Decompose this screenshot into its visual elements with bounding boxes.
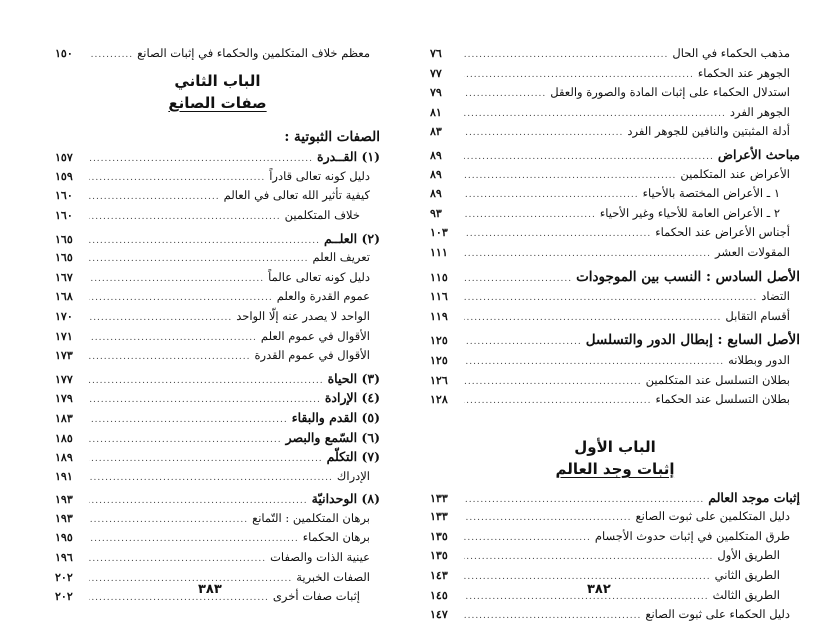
toc-entry[interactable] <box>55 206 380 226</box>
dot-leader <box>464 148 714 168</box>
entry-title: الأقوال في عموم العلم <box>260 328 370 343</box>
toc-entry[interactable] <box>430 268 800 288</box>
entry-page: ٨٩ <box>430 148 442 162</box>
entry-page: ١١١ <box>430 245 448 259</box>
entry-page: ١٨٥ <box>55 431 73 445</box>
dot-leader <box>89 46 133 66</box>
dot-leader <box>464 270 572 290</box>
entry-title: الإدراك <box>336 468 370 483</box>
entry-page: ١٧٣ <box>55 349 73 363</box>
entry-page: ١٦٥ <box>55 251 73 265</box>
dot-leader <box>464 392 651 412</box>
entry-page: ١٢٥ <box>430 353 448 367</box>
dot-leader <box>464 373 642 393</box>
entry-title: الأقوال في عموم القدرة <box>254 348 370 363</box>
dot-leader <box>464 607 641 627</box>
entry-title: (٣) الحياة <box>327 370 380 386</box>
chapter-heading <box>430 436 800 480</box>
toc-entry[interactable] <box>430 566 800 586</box>
entry-title: إثبات صفات أخرى <box>272 589 360 604</box>
dot-leader <box>89 372 324 392</box>
toc-entry[interactable] <box>55 186 380 206</box>
chapter-title: إثبات وجد العالم <box>555 459 675 478</box>
entry-title: مباحث الأعراض <box>717 146 800 162</box>
entry-title: التضاد <box>761 289 790 304</box>
entry-title: الطريق الثاني <box>714 568 780 583</box>
page-number: ٣٨٢ <box>587 582 611 597</box>
toc-entry[interactable] <box>55 509 380 529</box>
toc-entry[interactable] <box>430 351 800 371</box>
entry-title: الأصل السادس : النسب بين الموجودات <box>576 268 800 285</box>
toc-entry[interactable] <box>55 229 380 249</box>
toc-group <box>55 369 380 487</box>
section-heading-text: الصفات الثبوتية : <box>284 128 380 145</box>
dot-leader <box>464 529 591 549</box>
toc-entry[interactable] <box>430 204 800 224</box>
entry-title: (٥) القدم والبقاء <box>291 409 380 425</box>
entry-title: (٤) الإرادة <box>324 390 380 406</box>
entry-page: ١٣٣ <box>430 510 448 524</box>
page-number: ٣٨٣ <box>198 582 222 597</box>
left-toc <box>55 44 380 607</box>
toc-entry[interactable] <box>55 248 380 268</box>
entry-title: (١) القــدرة <box>317 149 380 165</box>
entry-page: ١٩٣ <box>55 493 73 507</box>
entry-title: الصفات الخبرية <box>296 569 370 584</box>
toc-entry[interactable] <box>430 184 800 204</box>
entry-title: برهان المتكلمين : التّمانع <box>252 510 370 525</box>
dot-leader <box>464 548 713 568</box>
entry-page: ١٧٩ <box>55 392 73 406</box>
toc-group <box>430 488 800 625</box>
dot-leader <box>89 550 266 570</box>
toc-entry[interactable] <box>430 83 800 103</box>
dot-leader <box>464 124 623 144</box>
entry-title: إثبات موجد العالم <box>708 489 800 505</box>
entry-page: ١٠٣ <box>430 226 448 240</box>
toc-entry[interactable] <box>430 64 800 84</box>
toc-entry[interactable] <box>430 605 800 625</box>
entry-page: ١٣٥ <box>430 549 448 563</box>
entry-page: ١٣٣ <box>430 491 448 505</box>
entry-title: أقسام التقابل <box>725 308 790 323</box>
chapter-title: صفات الصانع <box>168 93 267 112</box>
entry-title: (٨) الوحدانيّة <box>311 491 380 507</box>
entry-title: كيفية تأثير الله تعالى في العالم <box>223 188 370 203</box>
dot-leader <box>89 188 220 208</box>
entry-page: ١٩٥ <box>55 531 73 545</box>
toc-entry[interactable] <box>55 428 380 448</box>
entry-page: ٧٧ <box>430 66 442 80</box>
dot-leader <box>89 232 320 252</box>
entry-title: برهان الحكماء <box>302 530 370 545</box>
toc-entry[interactable] <box>430 122 800 142</box>
toc-entry[interactable] <box>55 447 380 467</box>
entry-title: استدلال الحكماء على إثبات المادة والصورة والعقل <box>550 85 790 100</box>
section-heading <box>55 128 380 148</box>
entry-page: ١٦٠ <box>55 208 73 222</box>
toc-entry[interactable] <box>430 145 800 165</box>
toc-entry[interactable] <box>430 223 800 243</box>
entry-title: (٢) العلــم <box>324 230 380 246</box>
toc-group <box>430 44 800 142</box>
entry-page: ٨٣ <box>430 125 442 139</box>
entry-title: خلاف المتكلمين <box>284 207 360 222</box>
toc-entry[interactable] <box>55 467 380 487</box>
entry-title: دليل المتكلمين على ثبوت الصانع <box>635 509 790 524</box>
toc-entry[interactable] <box>55 167 380 187</box>
dot-leader <box>89 431 282 451</box>
entry-title: تعريف العلم <box>312 250 370 265</box>
toc-entry[interactable] <box>55 287 380 307</box>
entry-title: الجوهر الفرد <box>729 104 790 119</box>
dot-leader <box>89 208 281 228</box>
chapter-heading <box>55 70 380 114</box>
toc-entry[interactable] <box>430 586 800 606</box>
dot-leader <box>89 309 232 329</box>
entry-page: ١٢٦ <box>430 373 448 387</box>
entry-title: الدور وبطلانه <box>728 352 790 367</box>
entry-title: الطريق الأول <box>717 548 780 563</box>
entry-title: دليل الحكماء على ثبوت الصانع <box>645 607 790 622</box>
entry-title: مذهب الحكماء في الحال <box>672 46 790 60</box>
entry-title: الأعراض عند المتكلمين <box>680 166 790 181</box>
dot-leader <box>464 85 546 105</box>
entry-page: ١٥٩ <box>55 169 73 183</box>
toc-entry[interactable] <box>55 408 380 428</box>
entry-title: (٧) التكلّم <box>326 449 380 465</box>
toc-group <box>430 145 800 263</box>
entry-page: ١٤٣ <box>430 569 448 583</box>
dot-leader <box>464 225 651 245</box>
right-page <box>409 0 818 639</box>
entry-page: ١٣٥ <box>430 529 448 543</box>
entry-page: ١٧٠ <box>55 309 73 323</box>
toc-entry[interactable] <box>55 388 380 408</box>
toc-entry[interactable] <box>55 548 380 568</box>
dot-leader <box>89 329 257 349</box>
dot-leader <box>89 589 269 609</box>
toc-entry[interactable] <box>55 327 380 347</box>
dot-leader <box>464 206 596 226</box>
dot-leader <box>89 450 323 470</box>
entry-title: بطلان التسلسل عند الحكماء <box>655 392 790 407</box>
entry-page: ١٦٧ <box>55 270 73 284</box>
dot-leader <box>89 570 292 590</box>
entry-page: ١٨٩ <box>55 451 73 465</box>
entry-title: معظم خلاف المتكلمين والحكماء في إثبات الصانع <box>137 46 370 60</box>
entry-page: ١٩٣ <box>55 511 73 525</box>
dot-leader <box>89 511 248 531</box>
dot-leader <box>89 348 251 368</box>
toc-entry[interactable] <box>430 165 800 185</box>
dot-leader <box>89 391 321 411</box>
dot-leader <box>464 245 711 265</box>
toc-group <box>430 331 800 409</box>
toc-entry[interactable] <box>55 528 380 548</box>
toc-entry[interactable] <box>430 331 800 351</box>
entry-page: ٨٩ <box>430 167 442 181</box>
toc-entry[interactable] <box>55 489 380 509</box>
entry-title: المقولات العشر <box>715 244 790 259</box>
toc-entry[interactable] <box>430 507 800 527</box>
toc-entry[interactable] <box>430 527 800 547</box>
entry-title: الطريق الثالث <box>712 587 780 602</box>
chapter-label: الباب الأول <box>574 437 656 456</box>
toc-entry[interactable] <box>430 371 800 391</box>
entry-title: طرق المتكلمين في إثبات حدوث الأجسام <box>594 528 790 543</box>
toc-entry[interactable] <box>430 243 800 263</box>
entry-page: ٧٩ <box>430 86 442 100</box>
entry-title: أدلة المثبتين والنافين للجوهر الفرد <box>627 124 790 139</box>
toc-entry[interactable] <box>55 346 380 366</box>
dot-leader <box>464 289 757 309</box>
entry-page: ١١٥ <box>430 270 448 284</box>
entry-page: ١٨٣ <box>55 411 73 425</box>
entry-page: ١٢٨ <box>430 393 448 407</box>
dot-leader <box>89 530 299 550</box>
right-toc <box>430 44 800 625</box>
entry-title: عموم القدرة والعلم <box>276 289 370 304</box>
entry-title: ١ ـ الأعراض المختصة بالأحياء <box>642 186 780 201</box>
entry-page: ١٢٥ <box>430 334 448 348</box>
entry-page: ١١٦ <box>430 290 448 304</box>
entry-title: الجوهر عند الحكماء <box>697 65 790 80</box>
toc-entry[interactable] <box>430 287 800 307</box>
toc-entry[interactable] <box>430 103 800 123</box>
toc-entry[interactable] <box>55 369 380 389</box>
entry-page: ١٧٧ <box>55 372 73 386</box>
entry-page: ١٦٥ <box>55 232 73 246</box>
entry-title: عينية الذات والصفات <box>270 550 370 565</box>
entry-page: ٢٠٢ <box>55 570 73 584</box>
entry-title: أجناس الأعراض عند الحكماء <box>655 225 790 240</box>
toc-entry[interactable] <box>430 546 800 566</box>
entry-title: الأصل السابع : إبطال الدور والتسلسل <box>585 332 800 349</box>
entry-page: ٩٣ <box>430 206 442 220</box>
entry-page: ١٦٠ <box>55 189 73 203</box>
dot-leader <box>464 333 582 353</box>
dot-leader <box>89 411 288 431</box>
entry-page: ١٤٥ <box>430 588 448 602</box>
chapter-label: الباب الثاني <box>174 71 261 90</box>
toc-entry[interactable] <box>55 268 380 288</box>
entry-page: ١٩١ <box>55 469 73 483</box>
toc-entry[interactable] <box>430 44 800 64</box>
entry-page: ١٧١ <box>55 329 73 343</box>
toc-group <box>55 229 380 366</box>
entry-title: (٦) السّمع والبصر <box>285 429 380 445</box>
toc-group <box>55 147 380 225</box>
toc-group <box>430 268 800 327</box>
entry-page: ١٩٦ <box>55 551 73 565</box>
toc-entry[interactable] <box>430 307 800 327</box>
dot-leader <box>464 309 721 329</box>
entry-page: ١٥٧ <box>55 151 73 165</box>
entry-page: ٨١ <box>430 105 442 119</box>
entry-page: ١٥٠ <box>55 47 73 60</box>
toc-entry[interactable] <box>55 147 380 167</box>
entry-page: ٧٦ <box>430 47 442 60</box>
entry-page: ٨٩ <box>430 187 442 201</box>
dot-leader <box>464 46 668 66</box>
toc-entry[interactable] <box>55 44 380 64</box>
entry-page: ٢٠٢ <box>55 590 73 604</box>
entry-title: دليل كونه تعالى قادراً <box>269 168 370 183</box>
entry-title: الواحد لا يصدر عنه إلّا الواحد <box>236 308 370 323</box>
toc-entry[interactable] <box>430 488 800 508</box>
entry-title: دليل كونه تعالى عالماً <box>268 269 370 284</box>
dot-leader <box>89 270 264 290</box>
entry-page: ١١٩ <box>430 309 448 323</box>
entry-page: ١٦٨ <box>55 290 73 304</box>
dot-leader <box>89 469 333 489</box>
toc-entry[interactable] <box>430 390 800 410</box>
entry-page: ١٤٧ <box>430 608 448 622</box>
toc-entry[interactable] <box>55 307 380 327</box>
entry-title: ٢ ـ الأعراض العامة للأحياء وغير الأحياء <box>599 205 780 220</box>
entry-title: بطلان التسلسل عند المتكلمين <box>645 372 790 387</box>
